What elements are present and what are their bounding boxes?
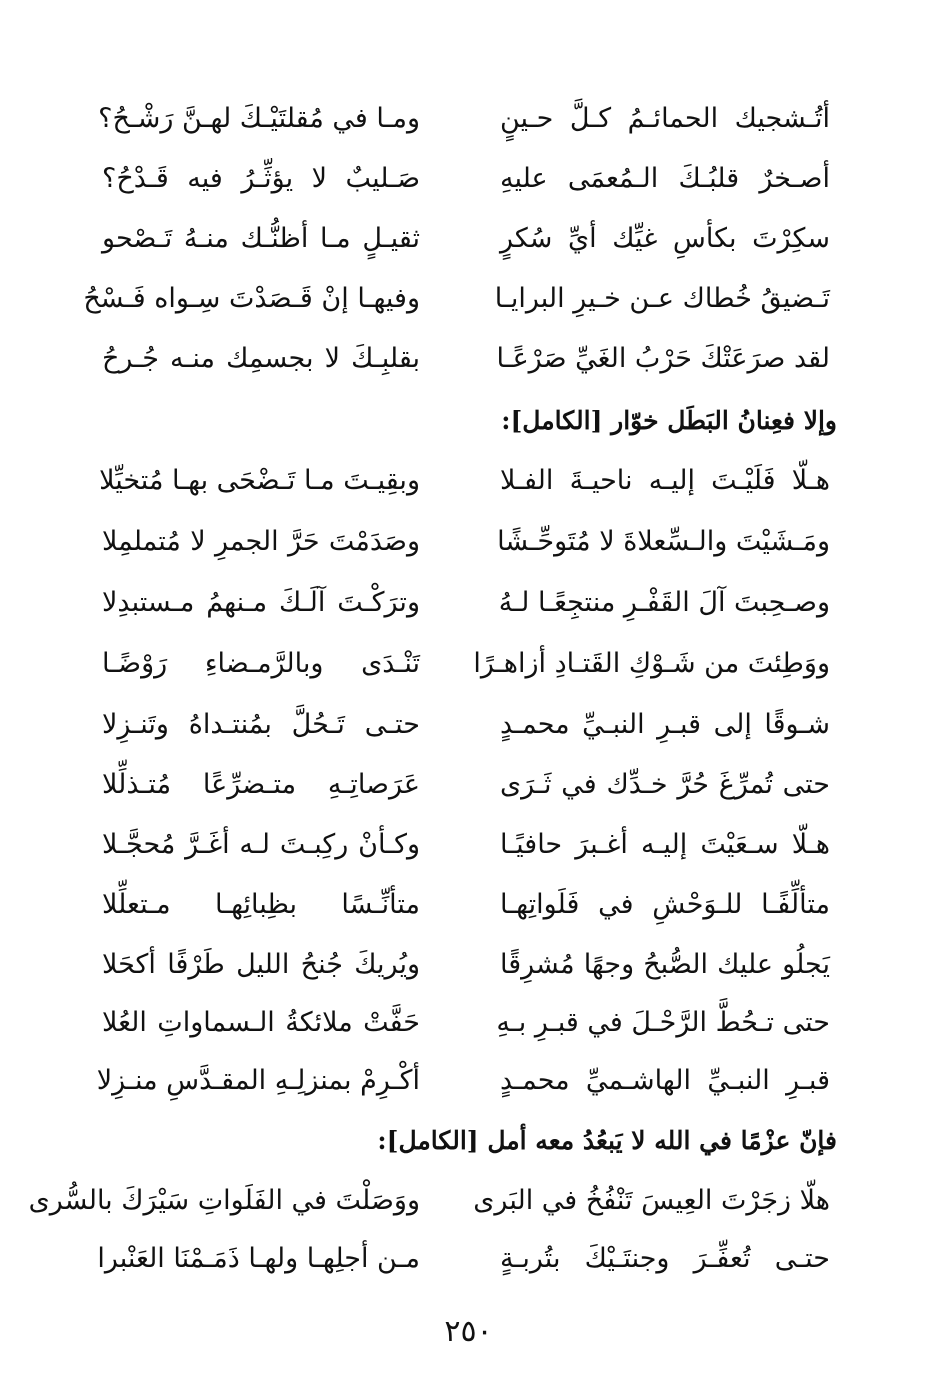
verse-line [90, 334, 830, 384]
verse-first-hemistich: حتـى تُعفِّـرَ وجنتَـيْكَ بتُربـةٍ [500, 1243, 830, 1274]
verse-second-hemistich: صَـليبٌ لا يؤثِّـرُ فيه قَـدْحُ؟ [102, 163, 420, 194]
verse-line [90, 517, 830, 567]
verse-second-hemistich: ثقيـلٍ مـا أظنُّـك منـهُ تَـصْحو [102, 223, 420, 254]
verse-second-hemistich: حتـى تَـحُلَّ بمُنتـداهُ وتَنـزِلا [102, 709, 420, 740]
verse-first-hemistich: حتى تُمرِّغَ حُرَّ خـدِّك في ثَـرَى [500, 769, 830, 800]
verse-first-hemistich: لقد صرَعَتْكَ حَرْبُ الغَيِّ صَرْعًـا [496, 343, 830, 374]
verse-line [90, 639, 830, 689]
verse-second-hemistich: وفيهـا إنْ قَـصَدْتَ سِـواه فَـسْحُ [83, 283, 420, 314]
verse-first-hemistich: حتى تـحُطَّ الرَّحْـلَ في قبـرِ بـهِ [496, 1007, 830, 1038]
verse-line [90, 94, 830, 144]
section-heading: وإلا فعِنانُ البَطَل خوّار [الكامل]: [501, 406, 837, 435]
verse-second-hemistich: وترَكْـتَ آلَـكَ مـنهمُ مـستبدِلا [102, 587, 420, 618]
verse-second-hemistich: عَرَصاتِـهِ متـضرِّعًا مُتـذلِّلا [102, 769, 420, 800]
verse-second-hemistich: أكْـرِمْ بمنزلِـهِ المقـدَّسِ منـزِلا [96, 1065, 420, 1096]
verse-line [90, 880, 830, 930]
verse-line [83, 274, 830, 324]
page-number: ٢٥٠ [444, 1314, 493, 1349]
verse-first-hemistich: يَجلُو عليك الصُّبحُ وجهًا مُشرِقًا [500, 949, 830, 980]
verse-second-hemistich: ومـا في مُقلتَيْـكَ لهـنَّ رَشْـحُ؟ [98, 103, 420, 134]
verse-first-hemistich: هـلّا سـعَيْتَ إليـه أغـبرَ حافيًـا [500, 829, 830, 860]
verse-first-hemistich: هـلّا فَلَيْـتَ إليـه ناحيـةَ الفـلا [500, 465, 830, 496]
verse-first-hemistich: متألِّفًـا للـوَحْشِ في فَلَواتِهـا [500, 889, 830, 920]
verse-line [90, 940, 830, 990]
verse-first-hemistich: قبـرِ النبـيِّ الهاشـميِّ محمـدٍ [500, 1065, 830, 1096]
verse-line [90, 998, 830, 1048]
verse-first-hemistich: هلّا زجَرْتَ العِيسَ تَنْفُخُ في البَرى [473, 1185, 830, 1216]
verse-line [90, 456, 830, 506]
verse-second-hemistich: وصَدَمْتَ حَرَّ الجمرِ لا مُتملمِلا [102, 526, 420, 557]
verse-first-hemistich: شـوقًا إلى قبـرِ النبـيِّ محمـدٍ [500, 709, 830, 740]
verse-line [90, 820, 830, 870]
verse-line [90, 214, 830, 264]
verse-second-hemistich: حَفَّتْ ملائكةُ الـسماواتِ العُلا [102, 1007, 420, 1038]
verse-first-hemistich: أصـخرٌ قلبُـكَ الـمُعمَى عليهِ [500, 163, 830, 194]
verse-second-hemistich: مـن أجلِهـا ولهـا ذَمَـمْنَا العَنْبرا [97, 1243, 420, 1274]
verse-second-hemistich: ويُريكَ جُنحُ الليل طَرْفًا أكحَلا [102, 949, 420, 980]
verse-line [90, 578, 830, 628]
verse-line [90, 1056, 830, 1106]
verse-second-hemistich: وكـأنْ ركِبـتَ لـه أغَـرَّ مُحجَّـلا [102, 829, 420, 860]
verse-first-hemistich: تَـضيقُ خُطاك عـن خـيرِ البرايـا [494, 283, 830, 314]
verse-line [90, 1234, 830, 1284]
verse-first-hemistich: سكِرْتَ بكأسِ غيِّك أيِّ سُكرٍ [500, 223, 830, 254]
verse-second-hemistich: متأنِّـسًا بظِبائِهـا مـتعلِّلا [102, 889, 420, 920]
verse-line [28, 1176, 830, 1226]
verse-first-hemistich: ومَـشَيْتَ والـسِّعلاةَ لا مُتَوحِّـشًا [497, 526, 830, 557]
verse-line [90, 700, 830, 750]
verse-first-hemistich: أتُـشجيك الحمائـمُ كـلَّ حـينٍ [500, 103, 830, 134]
verse-line [90, 154, 830, 204]
verse-second-hemistich: تَنْـدَى وبالرَّمـضاءِ رَوْضًـا [102, 648, 420, 679]
verse-second-hemistich: وبقِيـتَ مـا تَـضْحَى بهـا مُتخيِّلا [99, 465, 420, 496]
verse-second-hemistich: ووَصَلْتَ في الفَلَواتِ سَيْرَكَ بالسُّرى [28, 1185, 420, 1216]
verse-second-hemistich: بقلبِـكَ لا بجسمِك منـه جُـرحُ [102, 343, 420, 374]
verse-first-hemistich: ووَطِئتَ من شَـوْكِ القَتـادِ أزاهـرًا [473, 648, 830, 679]
verse-line [90, 760, 830, 810]
section-heading: فإنّ عزْمًا في الله لا يَبعُدُ معه أمل [الكامل]: [377, 1126, 837, 1155]
verse-first-hemistich: وصـحِبتَ آلَ القَفْـرِ منتجِعًـا لـهُ [498, 587, 830, 618]
